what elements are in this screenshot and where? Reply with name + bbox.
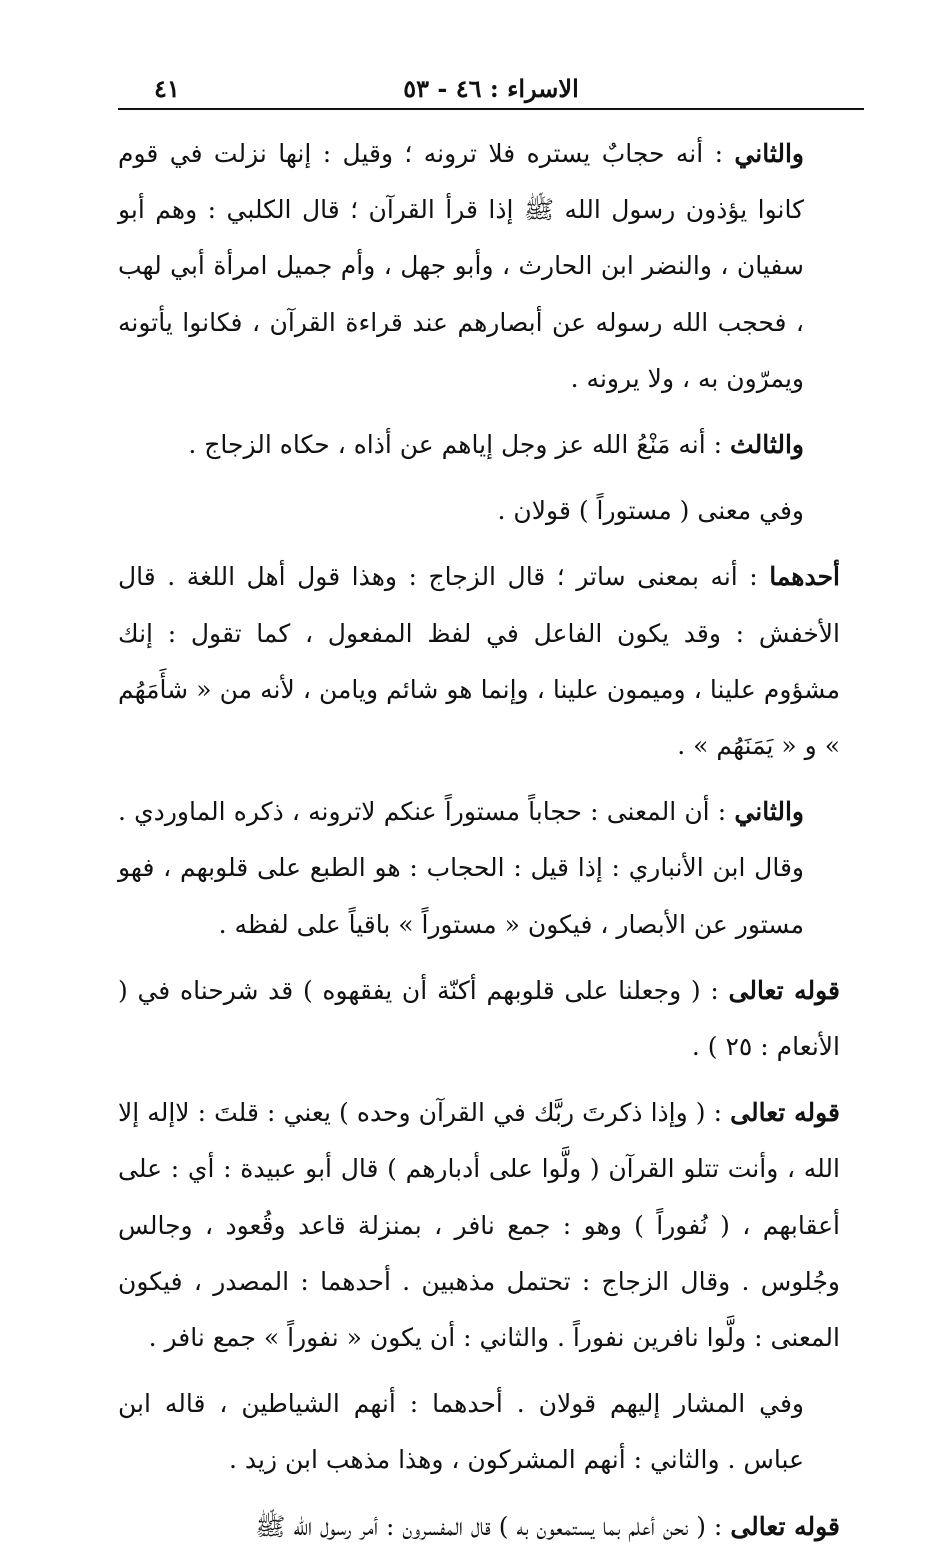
paragraph-lead: قوله تعالى [728,975,840,1005]
running-title: الاسراء : ٤٦ - ٥٣ [403,74,579,103]
paragraph-text: : أنه بمعنى ساتر ؛ قال الزجاج : وهذا قول أهل اللغة . قال الأخفش : وقد يكون الفاعل في لفظ المفعول ، كما تقول : إنك مشؤوم علينا ، وميمون علينا ، وإنما هو شائم ويامن ، لأنه من « شأَمَهُم » و « يَمَنَهُم » . [118,562,840,761]
page-number: ٤١ [154,74,180,103]
paragraph [118,963,840,1075]
paragraph-text: : ( نحن أعلم بما يستمعون به ) قال المفسرون : أمر رسول الله ﷺ [255,1511,731,1541]
paragraph [118,483,840,539]
paragraph [118,549,840,774]
paragraph [118,126,840,407]
paragraph [118,1499,840,1555]
paragraph-lead: قوله تعالى [730,1098,840,1128]
paragraph-text: : أن المعنى : حجاباً مستوراً عنكم لاترونه ، ذكره الماوردي . وقال ابن الأنباري : إذا قيل : الحجاب : هو الطبع على قلوبهم ، فهو مستور عن الأبصار ، فيكون « مستوراً » باقياً على لفظه . [118,797,804,939]
paragraph [118,1085,840,1366]
paragraph-lead: والثالث [730,430,804,460]
paragraph-lead: والثاني [734,139,804,168]
paragraph-text: : ( وإذا ذكرتَ ربَّك في القرآن وحده ) يعني : قلتَ : لاإله إلا الله ، وأنت تتلو القرآن ( ولَّوا على أدبارهم ) قال أبو عبيدة : أي : على أعقابهم ، ( نُفوراً ) وهو : جمع نافر ، بمنزلة قاعد وقُعود ، وجالس وجُلوس . وقال الزجاج : تحتمل مذهبين . أحدهما : المصدر ، فيكون المعنى : ولَّوا نافرين نفوراً . والثاني : أن يكون « نفوراً » جمع نافر . [118,1098,840,1353]
paragraph-lead: قوله تعالى [730,1511,840,1541]
paragraph-lead: والثاني [734,797,804,827]
paragraph [118,784,840,953]
paragraph-text: وفي معنى ( مستوراً ) قولان . [497,496,804,526]
paragraph-text: : ( وجعلنا على قلوبهم أكنّة أن يفقهوه ) قد شرحناه في ( الأنعام : ٢٥ ) . [118,975,840,1062]
paragraph [118,1376,840,1488]
paragraph-lead: أحدهما [769,562,840,592]
page-header [118,72,864,110]
paragraph-text: وفي المشار إليهم قولان . أحدهما : أنهم الشياطين ، قاله ابن عباس . والثاني : أنهم المشركون ، وهذا مذهب ابن زيد . [118,1389,804,1475]
paragraph-text: : أنه مَنْعُ الله عز وجل إياهم عن أذاه ، حكاه الزجاج . [188,430,731,460]
paragraph [118,417,840,473]
paragraph-text: : أنه حجابٌ يستره فلا ترونه ؛ وقيل : إنها نزلت في قوم كانوا يؤذون رسول الله ﷺ إذا قرأ القرآن ؛ قال الكلبي : وهم أبو سفيان ، والنضر ابن الحارث ، وأبو جهل ، وأم جميل امرأة أبي لهب ، فحجب الله رسوله عن أبصارهم عند قراءة القرآن ، فكانوا يأتونه ويمرّون به ، ولا يرونه . [118,139,804,393]
body-text [118,126,840,1565]
